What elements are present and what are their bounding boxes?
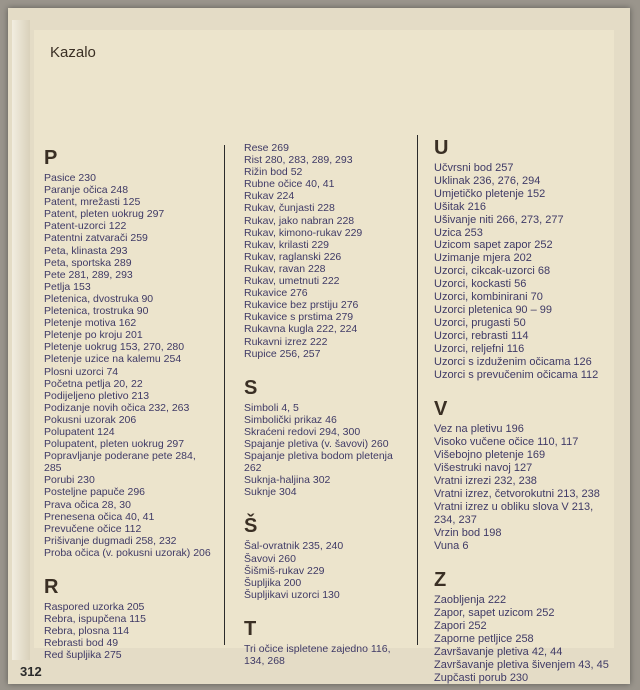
column-divider-left [224, 145, 225, 645]
index-entry: Podijeljeno pletivo 213 [44, 389, 150, 402]
index-entry: Uklinak 236, 276, 294 [434, 174, 541, 187]
index-entry: Pletenje uzice na kalemu 254 [44, 353, 182, 366]
index-entry: Raspored uzorka 205 [44, 601, 145, 613]
index-entry: Skraćeni redovi 294, 300 [244, 425, 361, 438]
index-panel [34, 30, 614, 684]
section-spacer [44, 559, 214, 569]
index-entry: Peta, sportska 289 [44, 256, 132, 269]
index-entry: Zapori 252 [434, 620, 487, 633]
index-entry: Rubne očice 40, 41 [244, 178, 335, 191]
index-entry: Rukav, raglanski 226 [244, 250, 342, 263]
index-entry: Vratni izrez u obliku slova V 213, 234, 237 [434, 500, 594, 526]
index-letter-heading: S [244, 376, 258, 399]
index-entry: Rebra, plosna 114 [44, 625, 130, 638]
index-entry: Početna petlja 20, 22 [44, 377, 143, 390]
index-entry: Petlja 153 [44, 280, 91, 293]
index-entry: Pletenje uokrug 153, 270, 280 [44, 341, 185, 354]
index-entry: Porubi 230 [44, 474, 95, 487]
index-entry: Šal-ovratnik 235, 240 [244, 540, 344, 553]
index-entry: Rukav 224 [244, 190, 295, 203]
index-entry: Zaobljenja 222 [434, 594, 507, 607]
index-entry: Uzorci, kombinirani 70 [434, 291, 543, 304]
index-letter-heading: P [44, 147, 58, 169]
index-entry: Rese 269 [244, 142, 289, 154]
index-column-3 [434, 130, 612, 685]
index-letter-heading: R [44, 576, 59, 598]
index-entry: Zaporne petljice 258 [434, 633, 534, 646]
page-title: Kazalo [50, 44, 96, 61]
index-entry: Red šupljika 275 [44, 649, 122, 662]
index-entry: Simbolički prikaz 46 [244, 413, 337, 426]
index-entry: Pletenje motiva 162 [44, 317, 137, 330]
index-entry: Vratni izrez, četvorokutni 213, 238 [434, 487, 600, 500]
section-spacer [434, 381, 612, 391]
index-entry: Rukavice bez prstiju 276 [244, 299, 359, 312]
index-entry: Rupice 256, 257 [244, 347, 321, 360]
index-entry: Rukavice 276 [244, 287, 308, 300]
index-entry: Uzorci, prugasti 50 [434, 316, 526, 329]
index-entry: Uzorci, reljefni 116 [434, 342, 525, 355]
index-entry: Šišmiš-rukav 229 [244, 564, 325, 577]
index-entry: Tri očice ispletene zajedno 116, 134, 268 [244, 642, 391, 667]
index-entry: Šupljikavi uzorci 130 [244, 588, 340, 601]
index-column-2 [244, 142, 404, 667]
index-entry: Uzica 253 [434, 226, 483, 239]
index-entry: Pletenje po kroju 201 [44, 329, 143, 342]
index-entry: Prava očica 28, 30 [44, 498, 131, 511]
index-entry: Zapor, sapet uzicom 252 [434, 607, 555, 620]
index-entry: Višestruki navoj 127 [434, 462, 533, 475]
index-entry: Posteljne papuče 296 [44, 486, 145, 499]
index-entry: Peta, klinasta 293 [44, 244, 128, 257]
index-letter-heading: T [244, 617, 257, 640]
index-entry: Visoko vučene očice 110, 117 [434, 436, 579, 449]
book-page [8, 8, 630, 684]
index-entry: Rukav, krilasti 229 [244, 238, 330, 251]
index-letter-heading: U [434, 137, 449, 159]
index-entry: Rukav, ravan 228 [244, 262, 326, 275]
section-spacer [434, 552, 612, 562]
section-spacer [244, 601, 404, 611]
index-entry: Paranje očica 248 [44, 184, 129, 197]
index-entry: Patentni zatvarači 259 [44, 232, 148, 245]
index-entry: Uzorci s prevučenim očicama 112 [434, 368, 599, 381]
index-entry: Polupatent, pleten uokrug 297 [44, 438, 185, 451]
index-entry: Vez na pletivu 196 [434, 423, 524, 436]
index-entry: Šupljika 200 [244, 576, 302, 589]
index-entry: Popravljanje poderane pete 284, 285 [44, 450, 196, 475]
index-entry: Vratni izrezi 232, 238 [434, 475, 537, 488]
index-entry: Proba očica (v. pokusni uzorak) 206 [44, 546, 211, 559]
index-entry: Patent-uzorci 122 [44, 220, 127, 233]
index-entry: Simboli 4, 5 [244, 401, 299, 414]
index-entry: Višebojno pletenje 169 [434, 449, 546, 462]
index-entry: Rukavna kugla 222, 224 [244, 323, 358, 336]
index-entry: Patent, pleten uokrug 297 [44, 208, 165, 221]
index-entry: Plosni uzorci 74 [44, 365, 119, 378]
section-spacer [244, 498, 404, 508]
index-entry: Pete 281, 289, 293 [44, 268, 133, 281]
page-number: 312 [20, 664, 42, 679]
index-letter-heading: Š [244, 515, 258, 538]
index-entry: Ušitak 216 [434, 200, 486, 213]
index-entry: Patent, mrežasti 125 [44, 196, 141, 209]
section-spacer [244, 360, 404, 370]
index-column-1 [44, 140, 214, 661]
index-entry: Suknja-haljina 302 [244, 474, 331, 487]
index-entry: Zupčasti porub 230 [434, 671, 529, 684]
index-entry: Uzorci, cikcak-uzorci 68 [434, 265, 551, 278]
index-entry: Spajanje pletiva (v. šavovi) 260 [244, 437, 389, 450]
index-entry: Završavanje pletiva šivenjem 43, 45 [434, 659, 609, 671]
index-entry: Uzimanje mjera 202 [434, 252, 532, 265]
index-entry: Rebrasti bod 49 [44, 637, 119, 650]
index-entry: Pasice 230 [44, 172, 96, 184]
index-entry: Uzorci, rebrasti 114 [434, 329, 529, 342]
index-entry: Uzorci s izduženim očicama 126 [434, 355, 592, 368]
column-divider-right [417, 135, 418, 645]
index-entry: Rukavni izrez 222 [244, 335, 328, 348]
index-entry: Šavovi 260 [244, 552, 296, 565]
page-edge [12, 20, 30, 660]
index-entry: Vrzin bod 198 [434, 526, 502, 539]
index-entry: Rukavice s prstima 279 [244, 311, 354, 324]
index-entry: Umjetičko pletenje 152 [434, 187, 546, 200]
index-entry: Uzorci pletenica 90 – 99 [434, 303, 553, 316]
index-entry: Rukav, čunjasti 228 [244, 202, 335, 215]
index-entry: Prevučene očice 112 [44, 522, 142, 535]
index-entry: Prenesena očica 40, 41 [44, 510, 155, 523]
index-letter-heading: V [434, 398, 448, 421]
index-entry: Podizanje novih očica 232, 263 [44, 401, 190, 414]
index-entry: Pletenica, trostruka 90 [44, 305, 149, 318]
index-entry: Učvrsni bod 257 [434, 162, 514, 174]
index-entry: Uzicom sapet zapor 252 [434, 239, 553, 252]
index-entry: Rukav, jako nabran 228 [244, 214, 355, 227]
index-entry: Vuna 6 [434, 539, 469, 552]
index-entry: Pokusni uzorak 206 [44, 413, 137, 426]
index-entry: Rebra, ispupčena 115 [44, 613, 146, 626]
index-entry: Suknje 304 [244, 486, 297, 499]
index-entry: Polupatent 124 [44, 425, 115, 438]
index-entry: Rižin bod 52 [244, 166, 303, 179]
index-entry: Rukav, umetnuti 222 [244, 275, 340, 288]
index-entry: Rukav, kimono-rukav 229 [244, 226, 363, 239]
index-entry: Završavanje pletiva 42, 44 [434, 646, 563, 659]
index-letter-heading: Z [434, 569, 447, 592]
index-entry: Ušivanje niti 266, 273, 277 [434, 213, 564, 226]
index-entry: Uzorci, kockasti 56 [434, 278, 527, 291]
index-entry: Prišivanje dugmadi 258, 232 [44, 534, 177, 547]
index-entry: Rist 280, 283, 289, 293 [244, 154, 353, 167]
index-entry: Spajanje pletiva bodom pletenja 262 [244, 450, 393, 475]
index-entry: Pletenica, dvostruka 90 [44, 292, 154, 305]
